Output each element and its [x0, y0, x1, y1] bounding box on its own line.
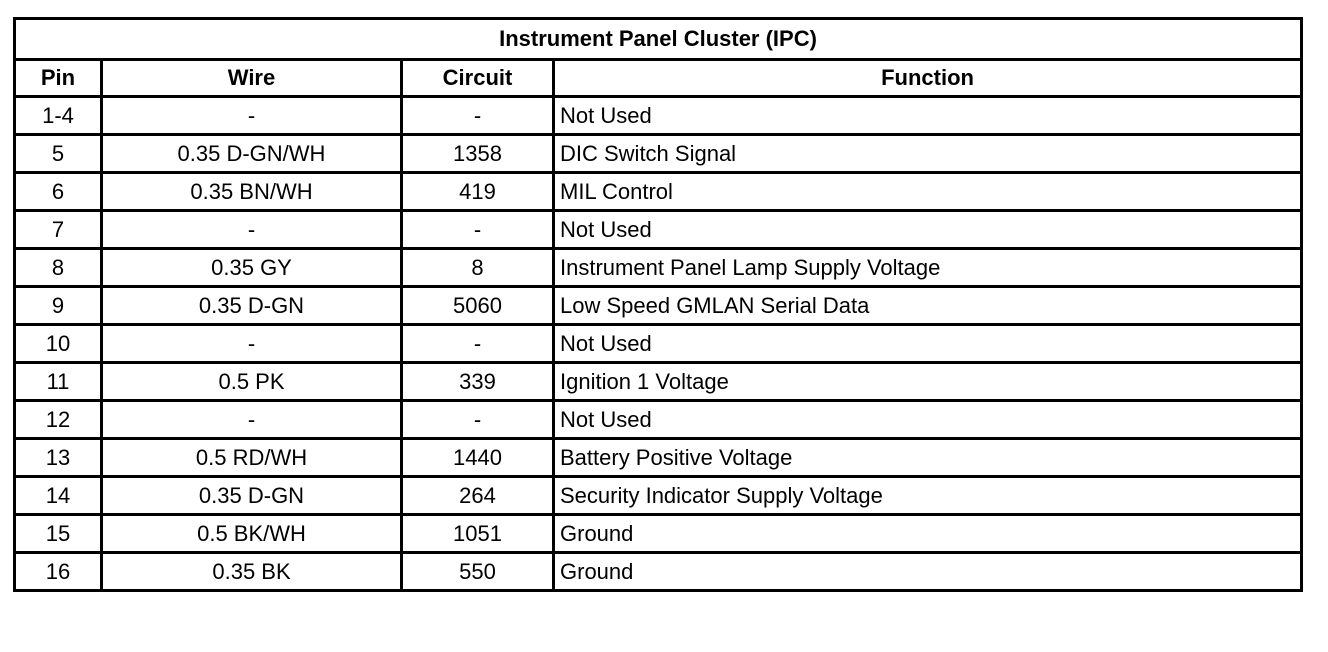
- function-cell: Not Used: [554, 325, 1302, 363]
- function-cell: Not Used: [554, 401, 1302, 439]
- table-row: [15, 401, 1302, 439]
- wire-cell: 0.5 BK/WH: [102, 515, 402, 553]
- function-cell: Not Used: [554, 97, 1302, 135]
- circuit-cell: 1051: [402, 515, 554, 553]
- function-cell: Low Speed GMLAN Serial Data: [554, 287, 1302, 325]
- function-cell: Ground: [554, 515, 1302, 553]
- pin-cell: 6: [15, 173, 102, 211]
- circuit-cell: -: [402, 325, 554, 363]
- table-header-row: [15, 60, 1302, 97]
- table-title: Instrument Panel Cluster (IPC): [15, 19, 1302, 60]
- wire-cell: 0.35 D-GN: [102, 287, 402, 325]
- wire-cell: -: [102, 401, 402, 439]
- pin-cell: 8: [15, 249, 102, 287]
- function-cell: DIC Switch Signal: [554, 135, 1302, 173]
- circuit-cell: 8: [402, 249, 554, 287]
- wire-cell: 0.5 PK: [102, 363, 402, 401]
- wire-cell: 0.35 BN/WH: [102, 173, 402, 211]
- table-row: [15, 363, 1302, 401]
- pin-cell: 1-4: [15, 97, 102, 135]
- pin-cell: 14: [15, 477, 102, 515]
- wire-cell: -: [102, 325, 402, 363]
- function-cell: Ignition 1 Voltage: [554, 363, 1302, 401]
- pin-cell: 9: [15, 287, 102, 325]
- table-row: [15, 439, 1302, 477]
- table-row: [15, 477, 1302, 515]
- wire-cell: 0.35 GY: [102, 249, 402, 287]
- wire-cell: 0.35 D-GN/WH: [102, 135, 402, 173]
- circuit-cell: 419: [402, 173, 554, 211]
- column-header-wire: Wire: [102, 60, 402, 97]
- circuit-cell: 1358: [402, 135, 554, 173]
- pin-cell: 12: [15, 401, 102, 439]
- circuit-cell: -: [402, 211, 554, 249]
- table-row: [15, 515, 1302, 553]
- pin-cell: 16: [15, 553, 102, 591]
- function-cell: MIL Control: [554, 173, 1302, 211]
- pin-cell: 7: [15, 211, 102, 249]
- table-row: [15, 553, 1302, 591]
- pin-cell: 11: [15, 363, 102, 401]
- table-row: [15, 135, 1302, 173]
- pin-cell: 15: [15, 515, 102, 553]
- table-row: [15, 211, 1302, 249]
- wire-cell: 0.5 RD/WH: [102, 439, 402, 477]
- wire-cell: -: [102, 97, 402, 135]
- function-cell: Ground: [554, 553, 1302, 591]
- circuit-cell: 550: [402, 553, 554, 591]
- wire-cell: 0.35 BK: [102, 553, 402, 591]
- function-cell: Security Indicator Supply Voltage: [554, 477, 1302, 515]
- function-cell: Instrument Panel Lamp Supply Voltage: [554, 249, 1302, 287]
- circuit-cell: 264: [402, 477, 554, 515]
- table-row: [15, 249, 1302, 287]
- wire-cell: 0.35 D-GN: [102, 477, 402, 515]
- column-header-circuit: Circuit: [402, 60, 554, 97]
- column-header-function: Function: [554, 60, 1302, 97]
- circuit-cell: 1440: [402, 439, 554, 477]
- pin-cell: 5: [15, 135, 102, 173]
- table-row: [15, 97, 1302, 135]
- connector-pinout-table: [13, 17, 1303, 592]
- wire-cell: -: [102, 211, 402, 249]
- table-row: [15, 173, 1302, 211]
- function-cell: Battery Positive Voltage: [554, 439, 1302, 477]
- pin-cell: 10: [15, 325, 102, 363]
- function-cell: Not Used: [554, 211, 1302, 249]
- circuit-cell: 339: [402, 363, 554, 401]
- table-row: [15, 287, 1302, 325]
- circuit-cell: -: [402, 401, 554, 439]
- circuit-cell: 5060: [402, 287, 554, 325]
- pin-cell: 13: [15, 439, 102, 477]
- table-row: [15, 325, 1302, 363]
- circuit-cell: -: [402, 97, 554, 135]
- table-title-row: [15, 19, 1302, 60]
- column-header-pin: Pin: [15, 60, 102, 97]
